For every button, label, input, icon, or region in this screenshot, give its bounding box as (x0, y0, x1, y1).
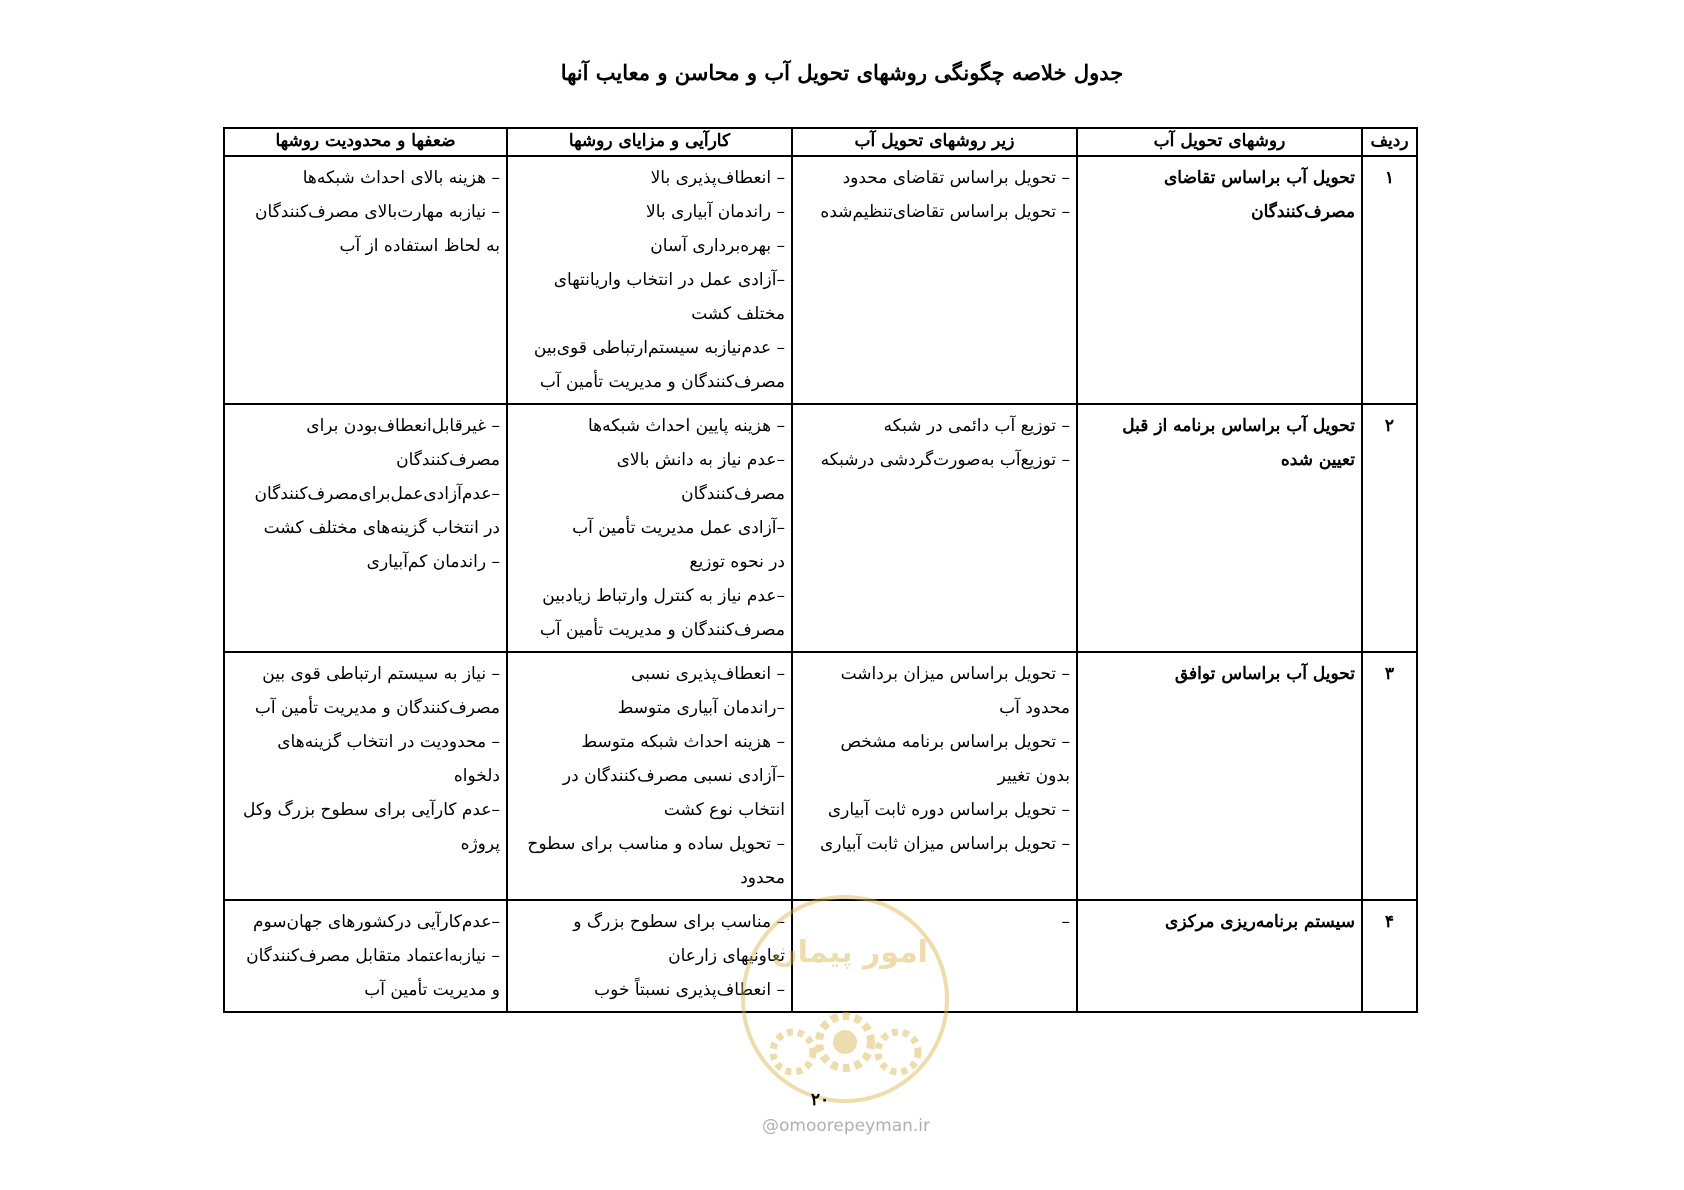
advantages-cell (507, 404, 792, 652)
cell-line: سیستم برنامه‌ریزی مرکزی (1165, 912, 1355, 932)
cell-line: – تحویل براساس دوره ثابت آبیاری (827, 800, 1070, 820)
cell-line: بدون تغییر (997, 766, 1070, 786)
summary-table (223, 127, 1418, 1013)
page-title: جدول خلاصه چگونگی روشهای تحویل آب و محاسن و معایب آنها (560, 60, 1124, 85)
gear-center (833, 1030, 857, 1054)
cell-line: – هزینه بالای احداث شبکه‌ها (302, 168, 500, 188)
weaknesses-cell (224, 900, 507, 1012)
page-number: ۲۰ (810, 1090, 830, 1110)
cell-line: در نحوه توزیع (689, 552, 785, 572)
method-cell (1077, 404, 1362, 652)
cell-line: تحویل آب براساس توافق (1174, 664, 1355, 684)
cell-line: تحویل آب براساس تقاضای (1163, 168, 1355, 188)
cell-line: مصرف‌کنندگان و مدیریت تأمین آب (254, 698, 500, 718)
cell-line: – تحویل براساس تقاضای محدود (842, 168, 1070, 188)
cell-line: – محدودیت در انتخاب گزینه‌های (277, 732, 500, 752)
cell-line: و مدیریت تأمین آب (364, 980, 500, 1000)
cell-line: – بهره‌برداری آسان (650, 236, 785, 256)
cell-line: – راندمان کم‌آبیاری (366, 552, 500, 572)
watermark-logo (738, 892, 953, 1107)
table-header-row (224, 128, 1417, 156)
header-delivery-method: روشهای تحویل آب (1077, 128, 1362, 156)
cell-line: – انعطاف‌پذیری نسبی (631, 664, 785, 684)
cell-line: پروژه (460, 834, 500, 854)
advantages-cell (507, 156, 792, 404)
cell-line: – نیازبه‌اعتماد متقابل مصرف‌کنندگان (246, 946, 500, 966)
cell-line: – نیازبه مهارت‌بالای مصرف‌کنندگان (255, 202, 500, 222)
cell-line: –عدم نیاز به دانش بالای (616, 450, 785, 470)
cell-line: – (1061, 912, 1070, 932)
cell-line: –آزادی عمل در انتخاب واریانتهای (553, 270, 785, 290)
row-number: ۴ (1362, 900, 1417, 1012)
table-row (224, 652, 1417, 900)
cell-line: – نیاز به سیستم ارتباطی قوی بین (262, 664, 500, 684)
cell-line: مصرف‌کنندگان و مدیریت تأمین آب (539, 620, 785, 640)
cell-line: انتخاب نوع کشت (663, 800, 785, 820)
header-row-number: ردیف (1362, 128, 1417, 156)
row-number: ۳ (1362, 652, 1417, 900)
cell-line: مصرف‌کنندگان (1251, 202, 1355, 222)
header-weaknesses: ضعفها و محدودیت روشها (224, 128, 507, 156)
cell-line: –آزادی عمل مدیریت تأمین آب (572, 518, 785, 538)
cell-line: مصرف‌کنندگان و مدیریت تأمین آب (539, 372, 785, 392)
row-number: ۲ (1362, 404, 1417, 652)
cell-line: مصرف‌کنندگان (681, 484, 785, 504)
watermark-text: امور پیمان (772, 935, 928, 970)
weaknesses-cell (224, 404, 507, 652)
cell-line: دلخواه (453, 766, 500, 786)
cell-line: مختلف کشت (691, 304, 785, 324)
cell-line: – تحویل براساس میزان ثابت آبیاری (819, 834, 1070, 854)
cell-line: –عدم‌آزادی‌عمل‌برای‌مصرف‌کنندگان (254, 484, 500, 504)
row-number: ۱ (1362, 156, 1417, 404)
cell-line: – توزیع آب دائمی در شبکه (883, 416, 1070, 436)
submethods-cell (792, 652, 1077, 900)
cell-line: – توزیع‌آب به‌صورت‌گردشی درشبکه (820, 450, 1070, 470)
method-cell (1077, 900, 1362, 1012)
submethods-cell (792, 156, 1077, 404)
cell-line: – غیرقابل‌انعطاف‌بودن برای (306, 416, 500, 436)
method-cell (1077, 156, 1362, 404)
cell-line: محدود آب (999, 698, 1070, 718)
cell-line: – تحویل براساس برنامه مشخص (840, 732, 1070, 752)
table-row (224, 156, 1417, 404)
advantages-cell (507, 652, 792, 900)
method-cell (1077, 652, 1362, 900)
cell-line: –عدم نیاز به کنترل وارتباط زیادبین (542, 586, 785, 606)
weaknesses-cell (224, 652, 507, 900)
cell-line: تعیین شده (1280, 450, 1355, 470)
cell-line: در انتخاب گزینه‌های مختلف کشت (263, 518, 500, 538)
cell-line: – انعطاف‌پذیری بالا (650, 168, 785, 188)
cell-line: – هزینه پایین احداث شبکه‌ها (587, 416, 785, 436)
cell-line: به لحاظ استفاده از آب (339, 236, 500, 256)
cell-line: تحویل آب براساس برنامه از قبل (1122, 416, 1355, 436)
wrench-gear-icon (878, 1032, 918, 1072)
cell-line: –راندمان آبیاری متوسط (617, 698, 785, 718)
header-advantages: کارآیی و مزایای روشها (507, 128, 792, 156)
scale-gear-icon (773, 1032, 813, 1072)
cell-line: – تحویل براساس تقاضای‌تنظیم‌شده (820, 202, 1070, 222)
cell-line: – راندمان آبیاری بالا (646, 202, 785, 222)
cell-line: – هزینه احداث شبکه متوسط (581, 732, 785, 752)
cell-line: –عدم‌کارآیی درکشورهای جهان‌سوم (252, 912, 500, 932)
cell-line: محدود (740, 868, 785, 888)
cell-line: – تحویل براساس میزان برداشت (840, 664, 1070, 684)
cell-line: – انعطاف‌پذیری نسبتاً خوب (594, 980, 785, 1000)
header-sub-methods: زیر روشهای تحویل آب (792, 128, 1077, 156)
submethods-cell (792, 404, 1077, 652)
weaknesses-cell (224, 156, 507, 404)
table-row (224, 404, 1417, 652)
cell-line: تعاونیهای زارعان (668, 946, 785, 966)
cell-line: مصرف‌کنندگان (396, 450, 500, 470)
cell-line: – عدم‌نیازبه سیستم‌ارتباطی قوی‌بین (533, 338, 785, 358)
cell-line: – مناسب برای سطوح بزرگ و (573, 912, 785, 932)
cell-line: –آزادی نسبی مصرف‌کنندگان در (562, 766, 785, 786)
site-label: @omoorepeyman.ir (761, 1116, 931, 1136)
cell-line: – تحویل ساده و مناسب برای سطوح (527, 834, 785, 854)
cell-line: –عدم کارآیی برای سطوح بزرگ وکل (242, 800, 500, 820)
